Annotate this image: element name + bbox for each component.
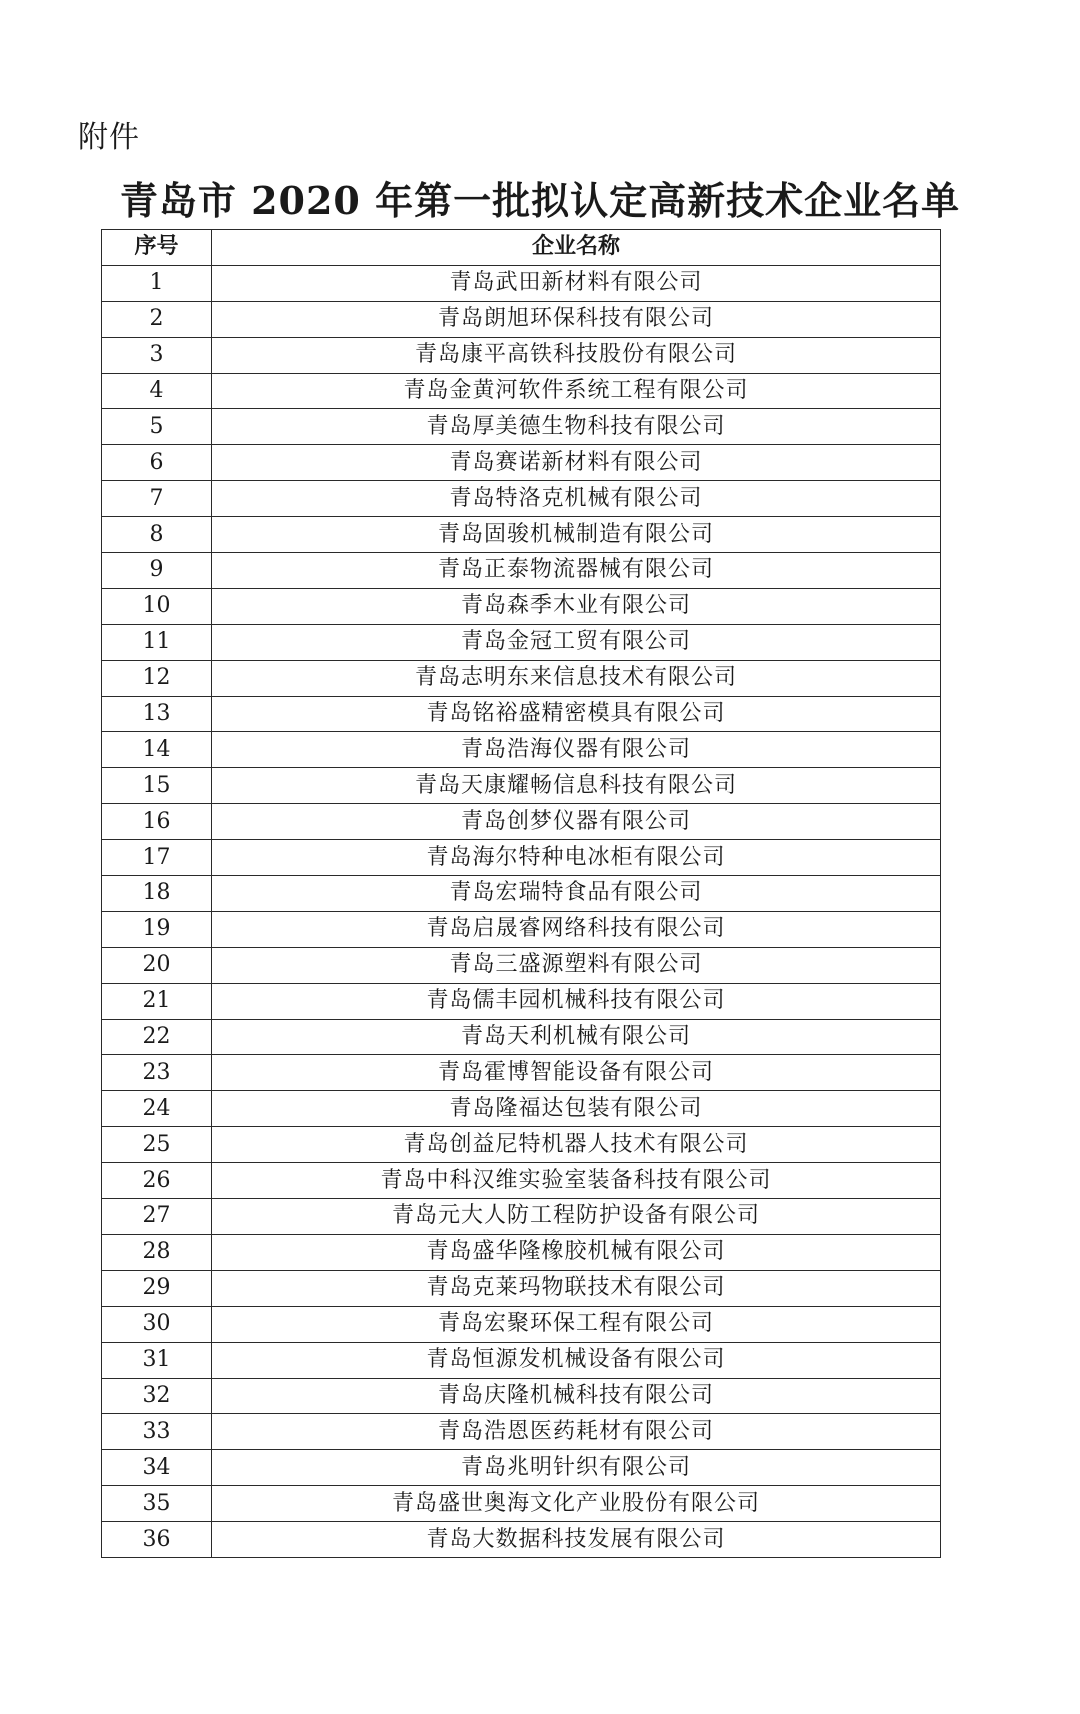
table-row <box>102 624 941 660</box>
table-row <box>102 983 941 1019</box>
row-index: 9 <box>102 553 212 589</box>
table-row <box>102 840 941 876</box>
company-name: 青岛森季木业有限公司 <box>212 588 941 624</box>
company-name: 青岛盛华隆橡胶机械有限公司 <box>212 1234 941 1270</box>
row-index: 5 <box>102 409 212 445</box>
company-name: 青岛志明东来信息技术有限公司 <box>212 660 941 696</box>
row-index: 29 <box>102 1270 212 1306</box>
table-row <box>102 768 941 804</box>
table-row <box>102 517 941 553</box>
row-index: 4 <box>102 373 212 409</box>
row-index: 19 <box>102 911 212 947</box>
row-index: 35 <box>102 1486 212 1522</box>
row-index: 30 <box>102 1306 212 1342</box>
row-index: 26 <box>102 1163 212 1199</box>
table-row <box>102 373 941 409</box>
company-name: 青岛固骏机械制造有限公司 <box>212 517 941 553</box>
company-name: 青岛盛世奥海文化产业股份有限公司 <box>212 1486 941 1522</box>
table-row <box>102 1127 941 1163</box>
row-index: 16 <box>102 804 212 840</box>
table-row <box>102 481 941 517</box>
table-row <box>102 1199 941 1235</box>
row-index: 6 <box>102 445 212 481</box>
table-row <box>102 911 941 947</box>
row-index: 24 <box>102 1091 212 1127</box>
table-row <box>102 804 941 840</box>
company-name: 青岛启晟睿网络科技有限公司 <box>212 911 941 947</box>
table-row <box>102 1522 941 1558</box>
table-row <box>102 409 941 445</box>
row-index: 13 <box>102 696 212 732</box>
row-index: 1 <box>102 265 212 301</box>
row-index: 15 <box>102 768 212 804</box>
company-name: 青岛隆福达包装有限公司 <box>212 1091 941 1127</box>
row-index: 31 <box>102 1342 212 1378</box>
table-row <box>102 445 941 481</box>
table-row <box>102 337 941 373</box>
company-name: 青岛厚美德生物科技有限公司 <box>212 409 941 445</box>
row-index: 27 <box>102 1199 212 1235</box>
table-row <box>102 265 941 301</box>
row-index: 3 <box>102 337 212 373</box>
row-index: 32 <box>102 1378 212 1414</box>
company-name: 青岛天康耀畅信息科技有限公司 <box>212 768 941 804</box>
row-index: 12 <box>102 660 212 696</box>
row-index: 21 <box>102 983 212 1019</box>
table-row <box>102 553 941 589</box>
company-name: 青岛正泰物流器械有限公司 <box>212 553 941 589</box>
company-name: 青岛金黄河软件系统工程有限公司 <box>212 373 941 409</box>
row-index: 18 <box>102 876 212 912</box>
row-index: 2 <box>102 301 212 337</box>
table-row <box>102 947 941 983</box>
table-row <box>102 732 941 768</box>
company-name: 青岛霍博智能设备有限公司 <box>212 1055 941 1091</box>
row-index: 20 <box>102 947 212 983</box>
table-row <box>102 1091 941 1127</box>
attachment-label: 附件 <box>78 120 140 155</box>
company-name: 青岛朗旭环保科技有限公司 <box>212 301 941 337</box>
company-name: 青岛浩海仪器有限公司 <box>212 732 941 768</box>
row-index: 34 <box>102 1450 212 1486</box>
company-name: 青岛兆明针织有限公司 <box>212 1450 941 1486</box>
table-row <box>102 660 941 696</box>
table-row <box>102 1055 941 1091</box>
document-title: 青岛市 2020 年第一批拟认定高新技术企业名单 <box>119 178 961 223</box>
table-row <box>102 1234 941 1270</box>
company-name: 青岛三盛源塑料有限公司 <box>212 947 941 983</box>
row-index: 28 <box>102 1234 212 1270</box>
company-name: 青岛庆隆机械科技有限公司 <box>212 1378 941 1414</box>
header-company-name: 企业名称 <box>212 230 941 266</box>
company-name: 青岛创梦仪器有限公司 <box>212 804 941 840</box>
row-index: 22 <box>102 1019 212 1055</box>
table-row <box>102 1163 941 1199</box>
company-name: 青岛金冠工贸有限公司 <box>212 624 941 660</box>
row-index: 23 <box>102 1055 212 1091</box>
company-name: 青岛天利机械有限公司 <box>212 1019 941 1055</box>
company-name: 青岛浩恩医药耗材有限公司 <box>212 1414 941 1450</box>
table-row <box>102 1378 941 1414</box>
company-table <box>101 229 941 1558</box>
row-index: 14 <box>102 732 212 768</box>
table-row <box>102 696 941 732</box>
company-name: 青岛康平高铁科技股份有限公司 <box>212 337 941 373</box>
company-name: 青岛大数据科技发展有限公司 <box>212 1522 941 1558</box>
row-index: 7 <box>102 481 212 517</box>
company-name: 青岛海尔特种电冰柜有限公司 <box>212 840 941 876</box>
row-index: 33 <box>102 1414 212 1450</box>
table-row <box>102 301 941 337</box>
table-row <box>102 1306 941 1342</box>
row-index: 11 <box>102 624 212 660</box>
table-row <box>102 1270 941 1306</box>
table-row <box>102 1486 941 1522</box>
table-row <box>102 588 941 624</box>
table-row <box>102 876 941 912</box>
row-index: 36 <box>102 1522 212 1558</box>
table-header-row <box>102 230 941 266</box>
company-name: 青岛铭裕盛精密模具有限公司 <box>212 696 941 732</box>
company-name: 青岛创益尼特机器人技术有限公司 <box>212 1127 941 1163</box>
company-name: 青岛武田新材料有限公司 <box>212 265 941 301</box>
company-name: 青岛赛诺新材料有限公司 <box>212 445 941 481</box>
table-row <box>102 1342 941 1378</box>
row-index: 8 <box>102 517 212 553</box>
company-name: 青岛儒丰园机械科技有限公司 <box>212 983 941 1019</box>
company-name: 青岛克莱玛物联技术有限公司 <box>212 1270 941 1306</box>
table-row <box>102 1450 941 1486</box>
table-row <box>102 1019 941 1055</box>
company-name: 青岛宏聚环保工程有限公司 <box>212 1306 941 1342</box>
row-index: 25 <box>102 1127 212 1163</box>
company-name: 青岛恒源发机械设备有限公司 <box>212 1342 941 1378</box>
company-name: 青岛宏瑞特食品有限公司 <box>212 876 941 912</box>
row-index: 10 <box>102 588 212 624</box>
company-name: 青岛中科汉维实验室装备科技有限公司 <box>212 1163 941 1199</box>
table-body <box>102 265 941 1557</box>
company-name: 青岛元大人防工程防护设备有限公司 <box>212 1199 941 1235</box>
row-index: 17 <box>102 840 212 876</box>
header-index: 序号 <box>102 230 212 266</box>
table-row <box>102 1414 941 1450</box>
company-name: 青岛特洛克机械有限公司 <box>212 481 941 517</box>
